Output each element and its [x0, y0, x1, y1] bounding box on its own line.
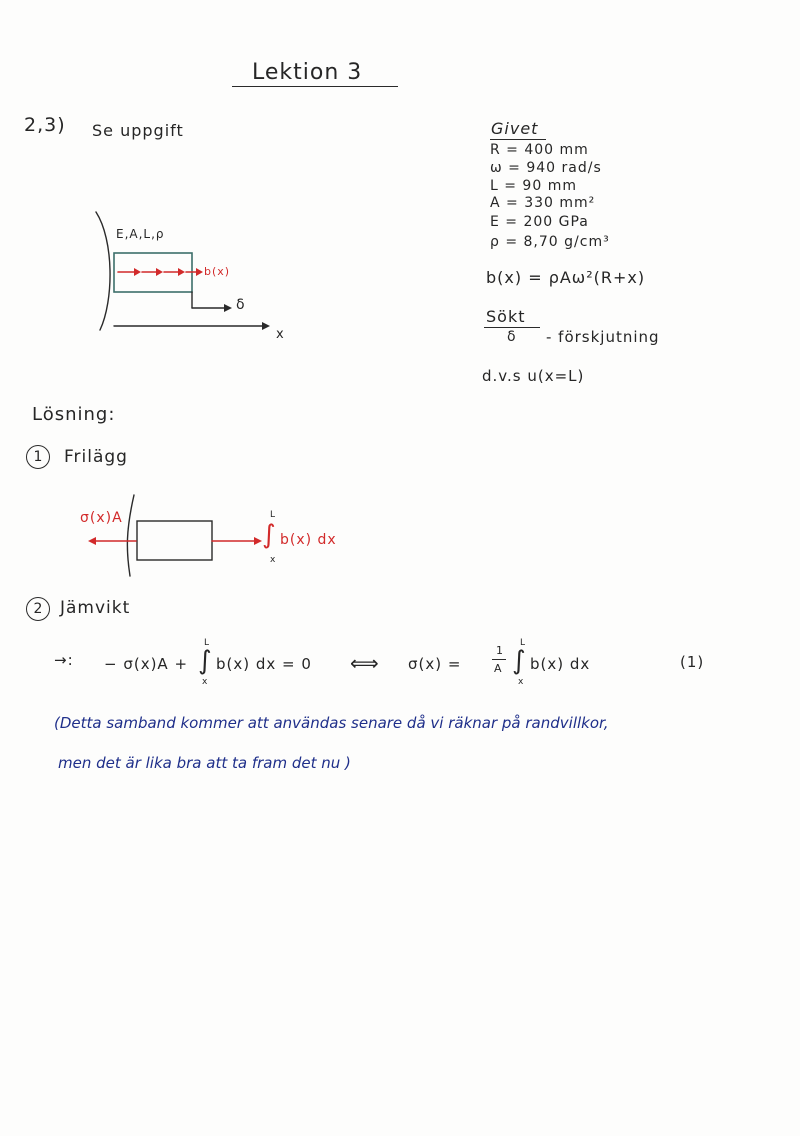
integral-lower-limit: x [202, 677, 208, 687]
step-1-marker: 1 [26, 445, 50, 469]
fraction-numerator: 1 [496, 644, 503, 657]
equation-left-part-a: − σ(x)A + [104, 655, 189, 673]
given-line: ω = 940 rad/s [490, 160, 602, 176]
given-line: ρ = 8,70 g/cm³ [490, 234, 610, 250]
given-line: E = 200 GPa [490, 214, 589, 230]
delta-label: δ [236, 297, 246, 313]
hub-curve [96, 212, 110, 330]
integral-upper-limit: L [520, 638, 526, 648]
given-line: L = 90 mm [490, 178, 577, 194]
distributed-load-arrows [118, 268, 203, 276]
step-2-title: Jämvikt [60, 598, 131, 618]
integral-lower-limit: x [518, 677, 524, 687]
sought-symbol: δ [507, 329, 517, 345]
problem-text: Se uppgift [92, 121, 184, 140]
load-label: b(x) [204, 265, 231, 278]
given-line: A = 330 mm² [490, 195, 596, 211]
fbd-lower-limit: x [270, 555, 276, 565]
body-force-arrow [212, 537, 262, 545]
fbd-element [137, 521, 212, 560]
direction-arrow: →: [54, 651, 74, 669]
equivalence-sign: ⟺ [350, 651, 380, 675]
given-line: R = 400 mm [490, 142, 589, 158]
note-line-1: (Detta samband kommer att användas senare då vi räknar på randvillkor, [54, 714, 609, 732]
fraction-denominator: A [494, 662, 502, 675]
integral-sign: ∫ [512, 646, 526, 676]
solution-heading: Lösning: [32, 404, 116, 425]
sigma-force-label: σ(x)A [80, 510, 123, 526]
given-heading: Givet [491, 119, 539, 138]
delta-arrow [192, 292, 232, 312]
body-force-label: b(x) dx [280, 532, 337, 548]
sought-dvs: d.v.s u(x=L) [482, 367, 585, 385]
equation-left-part-b: b(x) dx = 0 [216, 655, 312, 673]
step-1-title: Frilägg [64, 447, 128, 467]
equation-number: (1) [680, 653, 705, 671]
fbd-upper-limit: L [270, 510, 276, 520]
sigma-force-arrow [88, 537, 136, 545]
load-function: b(x) = ρAω²(R+x) [486, 268, 646, 287]
integral-sign: ∫ [198, 646, 212, 676]
x-axis-label: x [276, 327, 285, 342]
step-2-marker: 2 [26, 597, 50, 621]
equation-right-part-b: b(x) dx [530, 655, 591, 673]
fbd-integral-sign: ∫ [262, 520, 276, 550]
fraction-bar [492, 659, 506, 660]
sought-heading: Sökt [486, 307, 526, 326]
problem-number: 2,3) [24, 114, 66, 136]
sought-text: - förskjutning [546, 328, 660, 346]
cut-edge [127, 495, 134, 576]
equation-right-part-a: σ(x) = [408, 655, 462, 673]
page-title: Lektion 3 [252, 60, 363, 85]
x-axis-arrow [114, 322, 270, 330]
bar-properties: E,A,L,ρ [116, 227, 165, 241]
integral-upper-limit: L [204, 638, 210, 648]
note-line-2: men det är lika bra att ta fram det nu ) [58, 754, 351, 772]
